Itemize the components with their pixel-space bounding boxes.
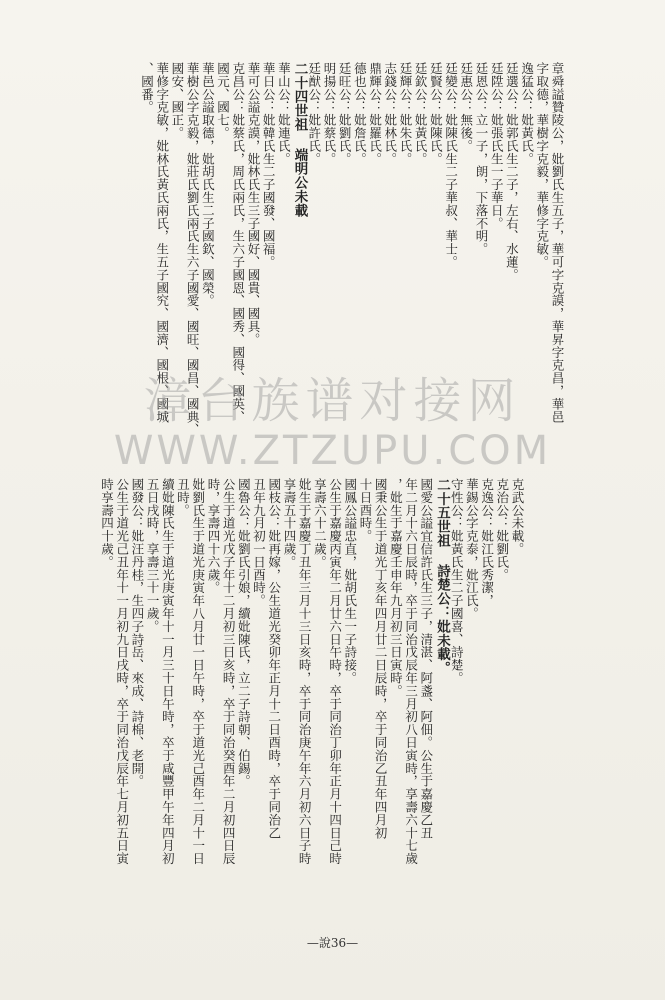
text-column: ，妣生于嘉慶壬申年九月初三日寅時。 xyxy=(388,478,404,698)
text-column: 國發公：妣汪丹桂，生四子詩岳、來成、詩棉、老開。 xyxy=(129,478,145,788)
text-column: 妣生于嘉慶丁丑年三月十三日亥時，卒于同治庚午年六月初六日子時 xyxy=(297,478,313,865)
text-column: 國秉公生于道光丁亥年四月廿二日辰時，卒于同治乙丑年四月初 xyxy=(373,478,389,840)
text-column: 守性公：妣黃氏生二子國喜、詩楚。 xyxy=(449,478,465,685)
text-column: 公生于道光戊子年十二月初三日亥時，卒于同治癸酉年二月初四日辰 xyxy=(221,478,237,865)
text-column: 享壽六十二歲。 xyxy=(312,478,328,569)
text-column: 享壽五十四歲。 xyxy=(281,478,297,569)
text-column: 公生于嘉慶丙寅年二月廿六日午時，卒于同治丁卯年正月十四日己時 xyxy=(327,478,343,865)
text-column: 華錫公字克泰，妣江氏。 xyxy=(464,478,480,620)
text-column: 廷輝公：妣朱氏。 xyxy=(397,62,413,166)
text-column: 國安、國正。 xyxy=(169,62,185,140)
text-column: 章舜謚贊陵公，妣劉氏生五子，華可字克謨，華昇字克昌，華邑 xyxy=(550,62,565,424)
genealogy-text-upper xyxy=(139,62,565,517)
text-column: 克武公未載。 xyxy=(510,478,525,556)
text-column: 廷賢公：妣陳氏。 xyxy=(428,62,444,166)
text-column: 廷惠公：無後。 xyxy=(458,62,474,153)
text-column: 華可公謚克謨，妣林氏生三子國好、國貴、國具。 xyxy=(245,62,261,346)
text-column: 克昌公：妣蔡氏，周氏兩氏，生六子國恩、國秀、國得、國英、 xyxy=(230,62,246,424)
text-column: 字取德，華樹字克毅，華修字克敏。 xyxy=(534,62,550,269)
text-column: 廷猷公：妣許氏。 xyxy=(306,62,322,166)
text-column: 逸猛公：妣黃氏。 xyxy=(519,62,535,166)
text-column: 國枝公：妣再嫁，公生道光癸卯年正月十二日酉時，卒于同治乙 xyxy=(266,478,282,840)
text-column: 妣劉氏生于道光庚寅年八月廿一日午時，卒于道光己酉年二月十一日 xyxy=(190,478,206,865)
page-number: —說36— xyxy=(306,936,359,950)
text-column: 鼎輝公：妣羅氏。 xyxy=(367,62,383,166)
text-column: 廷恩公：立一子，朗，下落不明。 xyxy=(473,62,489,256)
text-column: 五日戌時，享壽三十一歲。 xyxy=(145,478,161,633)
watermark-chinese: 漳台族谱对接网 xyxy=(143,373,522,429)
text-column: 二十四世祖 端明公未載 xyxy=(291,62,308,218)
text-column: 續妣陳氏生于道光庚寅年十一月三十日午時，卒于咸豐甲午年四月初 xyxy=(160,478,176,865)
text-column: 國鳳公謚忠直，妣胡氏生一子詩接。 xyxy=(342,478,358,685)
text-column: 志錢公：妣林氏。 xyxy=(382,62,398,166)
genealogy-text-lower xyxy=(99,478,525,868)
text-column: 華邑公謚取德，妣胡氏生二子國欽、國榮。 xyxy=(200,62,216,308)
text-column: 華日公：妣韓氏生二子國發、國福。 xyxy=(261,62,277,269)
text-column: 國魯公：妣劉氏引娘，續妣陳氏，立二子詩朝、伯錫。 xyxy=(236,478,252,788)
text-column: 丑時。 xyxy=(175,478,191,517)
text-column: 華修字克敏，妣林氏黃氏兩氏，生五子國究、國濟、國根、國城 xyxy=(154,62,170,424)
text-column: 華樹公字克毅，妣莊氏劉氏兩氏生六子國愛、國旺、國昌、國典、 xyxy=(185,62,201,437)
text-column: 廷選公：妣郭氏生二子，左右、水蓮。 xyxy=(504,62,520,282)
text-column: 克治公：妣劉氏。 xyxy=(494,478,510,582)
text-column: 時，享壽四十六歲。 xyxy=(205,478,221,595)
text-column: 十日酉時。 xyxy=(357,478,373,543)
text-column: 克逸公：妣江氏秀潔， xyxy=(479,478,495,607)
text-column: 德也公：妣詹氏。 xyxy=(352,62,368,166)
text-column: 明揚公：妣蔡氏。 xyxy=(321,62,337,166)
text-column: 丑年九月初一日酉時。 xyxy=(251,478,267,607)
text-column: 、國番。 xyxy=(139,62,155,114)
text-column: 廷陞公：妣張氏生一子華日。 xyxy=(489,62,505,230)
text-column: 國元、國七。 xyxy=(215,62,231,140)
text-column: 二十五世祖 詩楚公：妣未載。 xyxy=(433,478,450,676)
text-column: 年二月十六日辰時，卒于同治戊辰年三月初八日寅時，享壽六十七歲 xyxy=(403,478,419,865)
watermark-url: WWW.ZTZUPU.COM xyxy=(113,428,552,474)
text-column: 廷變公：妣陳氏生二子華叔、華士。 xyxy=(443,62,459,269)
text-column: 華山公：妣連氏。 xyxy=(276,62,292,166)
text-column: 國愛公謚宜信許氏生三子，清湛、阿盞、阿佃。公生于嘉慶乙丑 xyxy=(418,478,434,840)
text-column: 公生于道光己丑年十一月初九日戌時，卒于同治戊辰年七月初五日寅 xyxy=(114,478,130,865)
text-column: 廷欽公：妣黃氏。 xyxy=(413,62,429,166)
text-column: 時享壽四十歲。 xyxy=(99,478,115,569)
text-column: 廷旺公：妣劉氏。 xyxy=(337,62,353,166)
